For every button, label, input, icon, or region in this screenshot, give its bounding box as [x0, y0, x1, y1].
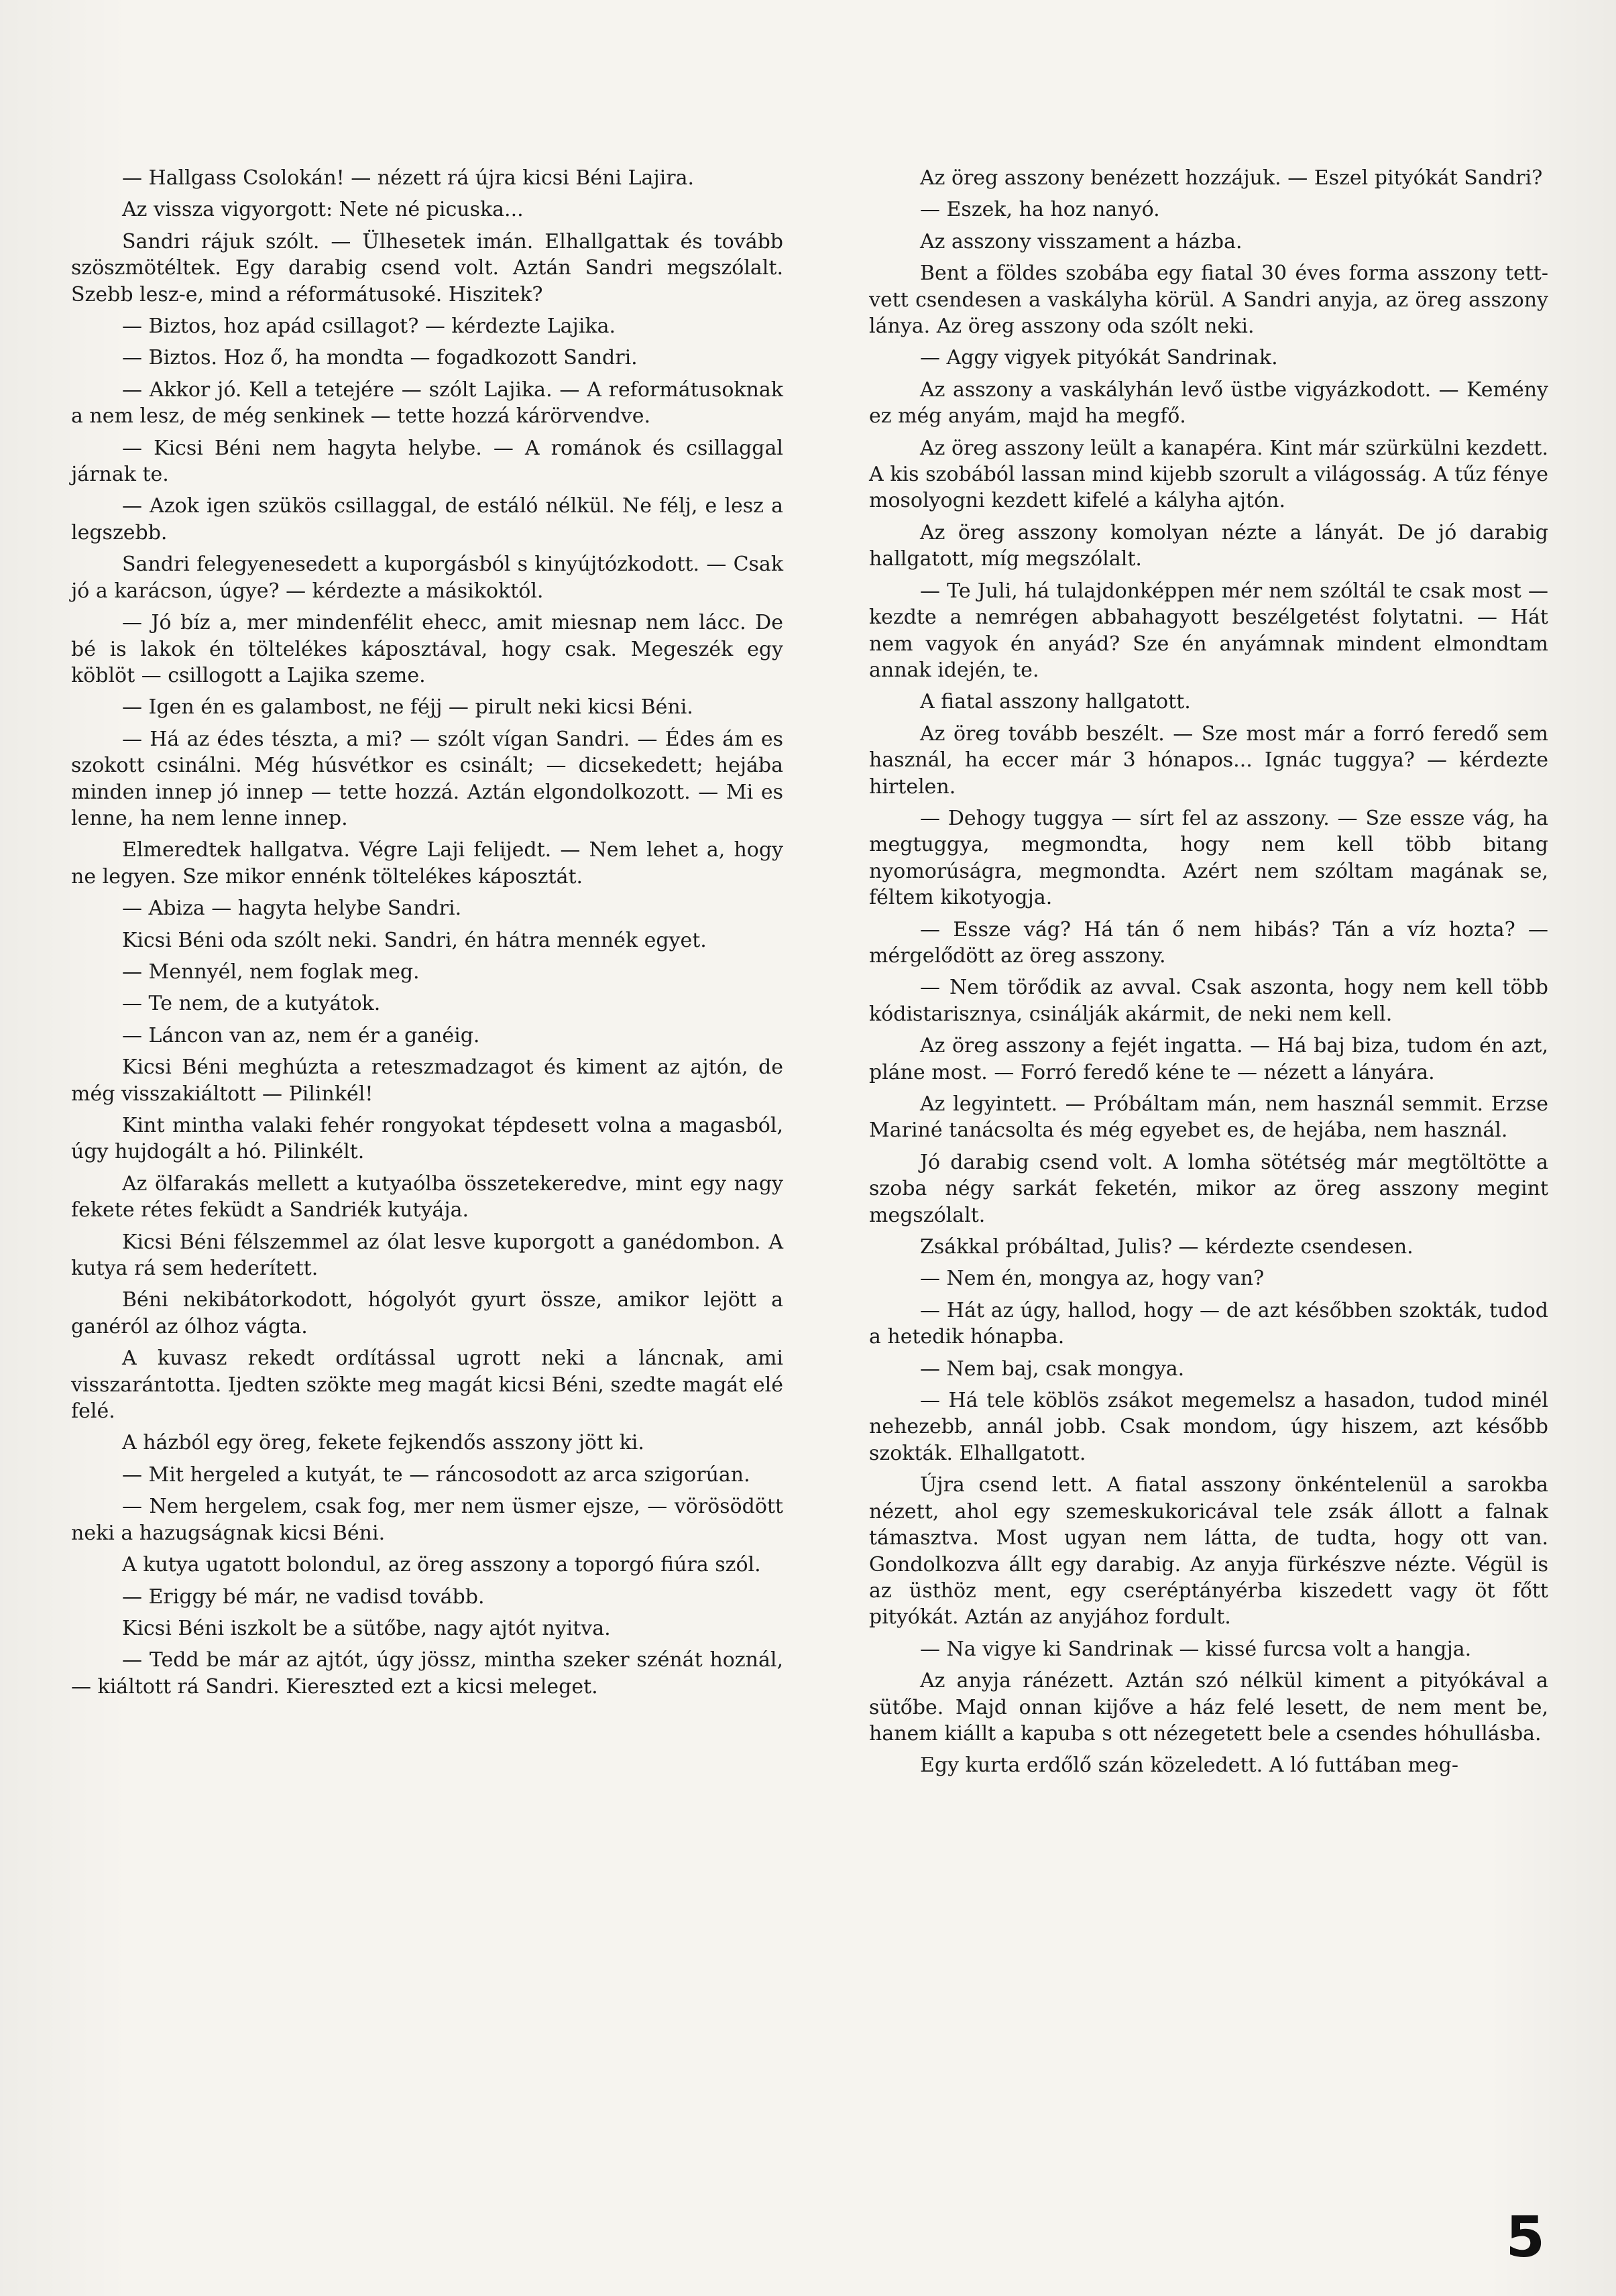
paragraph: A házból egy öreg, fekete fejkendős asszony jött ki. [122, 1431, 644, 1455]
paragraph: A kuvasz rekedt ordítással ugrott neki a láncnak, ami visszarántotta. Ijedten szökte meg magát kicsi Béni, szedte magát elé felé. [71, 1346, 783, 1424]
paragraph: — Eriggy bé már, ne vadisd tovább. [122, 1585, 485, 1609]
paragraph: Az öreg asszony leült a kanapéra. Kint már szürkülni kezdett. A kis szobából lassan mind kijebb szorult a világosság. A tűz fénye mosolyogni kezdett kifelé a kályha ajtón. [869, 436, 1548, 513]
paragraph: A kutya ugatott bolondul, az öreg asszony a toporgó fiúra szól. [122, 1553, 761, 1577]
paragraph: — Igen én es galambost, ne féjj — pirult neki kicsi Béni. [122, 695, 693, 720]
paragraph: Az öreg asszony a fejét ingatta. — Há baj biza, tudom én azt, pláne most. — Forró feredő kéne te — nézett a lányára. [869, 1034, 1548, 1084]
paragraph: Zsákkal próbáltad, Julis? — kérdezte csendesen. [920, 1235, 1413, 1259]
paragraph: Kicsi Béni oda szólt neki. Sandri, én hátra mennék egyet. [122, 928, 707, 952]
paragraph: — Akkor jó. Kell a tetejére — szólt Lajika. — A reformátusoknak a nem lesz, de még senkinek — tette hozzá kárörvendve. [71, 378, 783, 428]
paragraph: Sandri rájuk szólt. — Ülhesetek imán. Elhallgattak és tovább szöszmötéltek. Egy darabig csend volt. Aztán Sandri megszólalt. Szebb lesz-e, mind a réformátusoké. Hiszitek? [71, 229, 783, 306]
paragraph: — Mit hergeled a kutyát, te — ráncosodott az arca szigorúan. [122, 1462, 750, 1487]
paragraph: Az öreg asszony benézett hozzájuk. — Eszel pityókát Sandri? [920, 166, 1543, 190]
right-text-column [869, 165, 1548, 1779]
paragraph: Kicsi Béni meghúzta a reteszmadzagot és kiment az ajtón, de még visszakiáltott — Pilinkél! [71, 1055, 783, 1106]
paragraph: — Dehogy tuggya — sírt fel az asszony. — Sze essze vág, ha megtuggya, megmondta, hogy nem kell több bitang nyomorúságra, megmondta. Azért nem szóltam magának se, féltem kikotyogja. [869, 806, 1548, 910]
paragraph: Az asszony a vaskályhán levő üstbe vigyázkodott. — Kemény ez még anyám, majd ha megfő. [869, 378, 1548, 428]
paragraph: Az anyja ránézett. Aztán szó nélkül kiment a pityókával a sütőbe. Majd onnan kijőve a ház felé lesett, de nem ment be, hanem kiállt a kapuba s ott nézegetett bele a csendes hóhullásba. [869, 1669, 1548, 1745]
paragraph: — Abiza — hagyta helybe Sandri. [122, 897, 462, 921]
paragraph: — Essze vág? Há tán ő nem hibás? Tán a víz hozta? — mérgelődött az öreg asszony. [869, 917, 1548, 968]
paragraph: — Há az édes tészta, a mi? — szólt vígan Sandri. — Édes ám es szokott csinálni. Még húsvétkor es csinált; — dicsekedett; hejába minden innep jó innep — tette hozzá. Aztán elgondolkozott. — Mi es lenne, ha nem lenne innep. [71, 727, 783, 830]
paragraph: — Eszek, ha hoz nanyó. [920, 198, 1160, 222]
paragraph: Egy kurta erdőlő szán közeledett. A ló futtában meg- [920, 1754, 1458, 1778]
paragraph: — Nem én, mongya az, hogy van? [920, 1267, 1265, 1291]
paragraph: — Te nem, de a kutyátok. [122, 992, 381, 1016]
paragraph: — Há tele köblös zsákot megemelsz a hasadon, tudod minél nehezebb, annál jobb. Csak mondom, úgy hiszem, azt később szokták. Elhallgatott. [869, 1389, 1548, 1465]
paragraph: Újra csend lett. A fiatal asszony önkéntelenül a sarokba nézett, ahol egy szemeskukoricával tele zsák állott a falnak támasztva. Most ugyan nem látta, de tudta, hogy ott van. Gondolkozva állt egy darabig. Az anyja fürkészve nézte. Végül is az üsthöz ment, egy cseréptányérba kiszedett vagy öt főtt pityókát. Aztán az anyjához fordult. [869, 1473, 1548, 1629]
paragraph: — Nem hergelem, csak fog, mer nem üsmer ejsze, — vörösödött neki a hazugságnak kicsi Béni. [71, 1495, 783, 1545]
paragraph: — Te Juli, há tulajdonképpen mér nem szóltál te csak most — kezdte a nemrégen abbahagyott beszélgetést folytatni. — Hát nem vagyok én anyád? Sze én anyámnak mindent elmondtam annak idején, te. [869, 579, 1548, 682]
paragraph: — Kicsi Béni nem hagyta helybe. — A románok és csillaggal járnak te. [71, 436, 783, 487]
paragraph: A fiatal asszony hallgatott. [920, 690, 1191, 714]
paragraph: — Nem törődik az avval. Csak aszonta, hogy nem kell több kódistarisznya, csinálják akármit, de neki nem kell. [869, 976, 1548, 1026]
paragraph: — Mennyél, nem foglak meg. [122, 960, 420, 984]
paragraph: — Jó bíz a, mer mindenfélit ehecc, amit miesnap nem lácc. De bé is lakok én töltelékes káposztával, hogy csak. Megeszék egy köblöt — csillogott a Lajika szeme. [71, 611, 783, 687]
paragraph: Kint mintha valaki fehér rongyokat tépdesett volna a magasból, úgy hujdogált a hó. Pilinkélt. [71, 1114, 783, 1164]
paragraph: Sandri felegyenesedett a kuporgásból s kinyújtózkodott. — Csak jó a karácson, úgye? — kérdezte a másikoktól. [71, 553, 783, 603]
paragraph: — Biztos, hoz apád csillagot? — kérdezte Lajika. [122, 314, 616, 339]
paragraph: Az asszony visszament a házba. [920, 229, 1243, 253]
paragraph: Kicsi Béni iszkolt be a sütőbe, nagy ajtót nyitva. [122, 1616, 611, 1640]
paragraph: Elmeredtek hallgatva. Végre Laji felijedt. — Nem lehet a, hogy ne legyen. Sze mikor ennénk töltelékes káposztát. [71, 838, 783, 888]
paragraph: Kicsi Béni félszemmel az ólat lesve kuporgott a ganédombon. A kutya rá sem hederített. [71, 1230, 783, 1281]
paragraph: — Nem baj, csak mongya. [920, 1357, 1185, 1381]
page-number: 5 [1505, 2204, 1545, 2270]
paragraph: — Biztos. Hoz ő, ha mondta — fogadkozott Sandri. [122, 346, 638, 370]
paragraph: Az öreg tovább beszélt. — Sze most már a forró feredő sem használ, ha eccer már 3 hónapos... Ignác tuggya? — kérdezte hirtelen. [869, 722, 1548, 799]
paragraph: Bent a földes szobába egy fiatal 30 éves forma asszony tett-vett csendesen a vaskályha körül. A Sandri anyja, az öreg asszony lánya. Az öreg asszony oda szólt neki. [869, 262, 1548, 339]
paragraph: Az legyintett. — Próbáltam mán, nem használ semmit. Erzse Mariné tanácsolta és még egyebet es, de hejába, nem használ. [869, 1092, 1548, 1143]
paragraph: Az vissza vigyorgott: Nete né picuska... [122, 198, 524, 222]
left-text-column [71, 165, 783, 1700]
paragraph: — Na vigye ki Sandrinak — kissé furcsa volt a hangja. [920, 1637, 1472, 1661]
paragraph: — Tedd be már az ajtót, úgy jössz, mintha szeker szénát hoznál, — kiáltott rá Sandri. Kiereszted ezt a kicsi meleget. [71, 1648, 783, 1699]
paragraph: — Hallgass Csolokán! — nézett rá újra kicsi Béni Lajira. [122, 166, 695, 190]
paragraph: Az ölfarakás mellett a kutyaólba összetekeredve, mint egy nagy fekete rétes feküdt a Sandriék kutyája. [71, 1171, 783, 1222]
paragraph: Béni nekibátorkodott, hógolyót gyurt össze, amikor lejött a ganéról az ólhoz vágta. [71, 1288, 783, 1338]
paragraph: Jó darabig csend volt. A lomha sötétség már megtöltötte a szoba négy sarkát feketén, mikor az öreg asszony megint megszólalt. [869, 1150, 1548, 1227]
paragraph: — Aggy vigyek pityókát Sandrinak. [920, 346, 1278, 370]
paragraph: — Hát az úgy, hallod, hogy — de azt későbben szokták, tudod a hetedik hónapba. [869, 1298, 1548, 1349]
paragraph: Az öreg asszony komolyan nézte a lányát. De jó darabig hallgatott, míg megszólalt. [869, 520, 1548, 571]
paragraph: — Azok igen szükös csillaggal, de estáló nélkül. Ne félj, e lesz a legszebb. [71, 494, 783, 544]
paragraph: — Láncon van az, nem ér a ganéig. [122, 1023, 480, 1047]
